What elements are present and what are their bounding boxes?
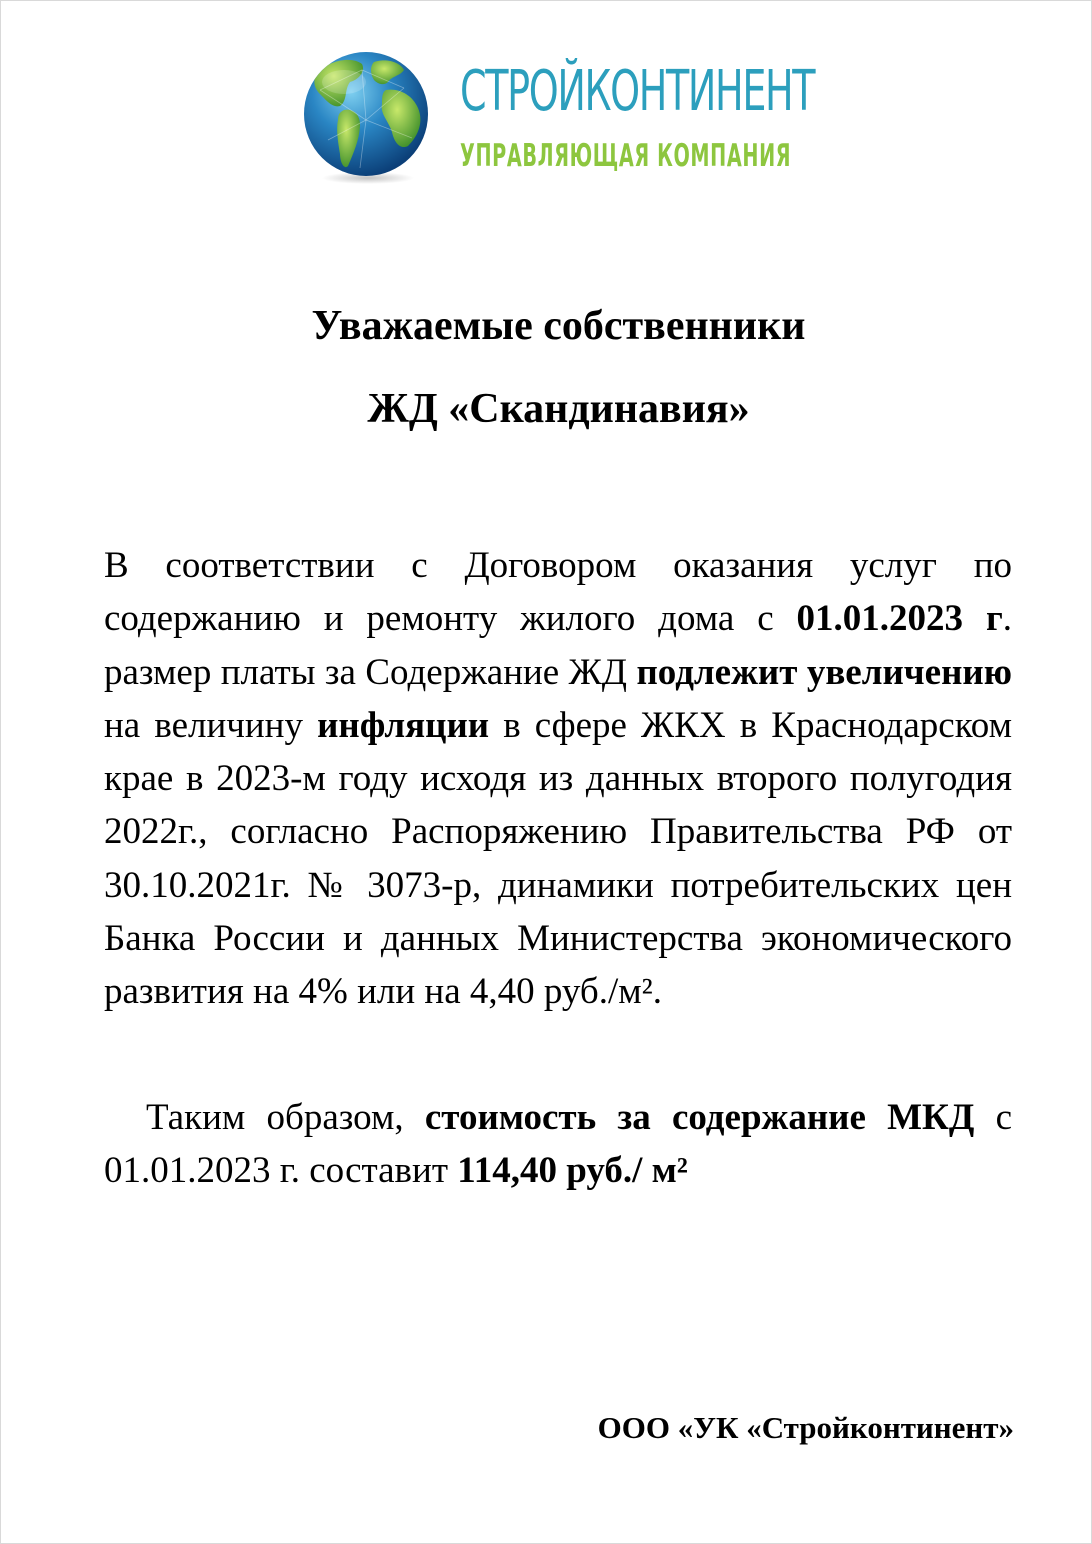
heading-line-1: Уважаемые собственники [311,303,806,349]
new-price: 114,40 руб./ м² [457,1150,688,1192]
text-span: в сфере ЖКХ в Краснодарском крае в 2023-м году исходя из данных второго полугодия 2022г., согласно Распоряжению Правительства РФ от 30.10.2021г. № 3073-р, динамики потребительских цен Банка России и данных Министерства экономического развития на 4% или на 4,40 руб./м². [104,704,1012,1013]
text-span: В соответствии с Договором оказания услуг по содержанию и ремонту жилого дома с [104,545,1012,640]
heading-line-2: ЖД «Скандинавия» [367,386,750,432]
brand-name: СТРОЙКОНТИНЕНТ [460,59,815,124]
notice-paragraph-2 [104,1091,1012,1198]
notice-paragraph-1 [104,539,1012,1019]
text-span: Таким образом, [146,1097,425,1138]
signature: ООО «УК «Стройконтинент» [597,1410,1014,1445]
inflation-word: инфляции [317,704,490,746]
brand-subtitle: УПРАВЛЯЮЩАЯ КОМПАНИЯ [460,138,792,174]
effective-date: 01.01.2023 г [796,598,1003,640]
text-span: с 01.01.2023 г. составит [104,1097,1012,1192]
text-span: на величину [104,704,318,746]
company-logo [300,50,820,185]
globe-icon [300,50,435,185]
cost-phrase: стоимость за содержание МКД [424,1097,996,1138]
text-span: . размер платы за Содержание ЖД [104,598,1012,693]
increase-phrase: подлежит увеличению [636,651,1012,693]
